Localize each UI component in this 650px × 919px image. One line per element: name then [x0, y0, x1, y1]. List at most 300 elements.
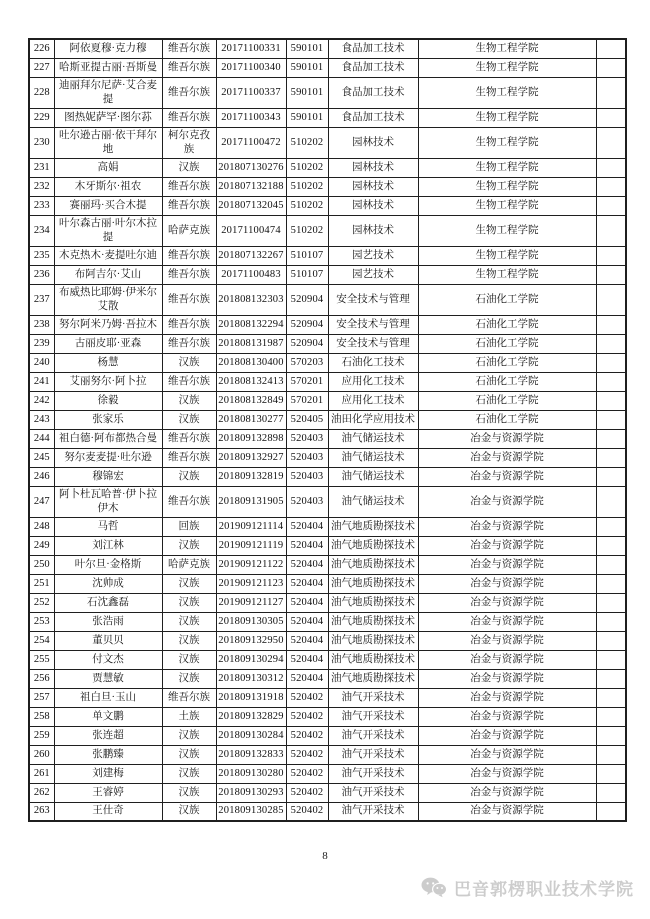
table-cell: 510202 — [286, 215, 328, 246]
table-cell: 布威热比耶姆·伊米尔艾散 — [54, 284, 162, 315]
table-cell: 园林技术 — [328, 158, 418, 177]
table-cell — [596, 353, 626, 372]
table-cell — [596, 764, 626, 783]
table-row — [29, 726, 626, 745]
table-row — [29, 467, 626, 486]
table-cell: 油气储运技术 — [328, 429, 418, 448]
table-cell: 维吾尔族 — [162, 77, 216, 108]
table-cell — [596, 315, 626, 334]
table-cell: 维吾尔族 — [162, 108, 216, 127]
table-cell: 520404 — [286, 631, 328, 650]
table-row — [29, 177, 626, 196]
table-cell: 祖白旦·玉山 — [54, 688, 162, 707]
table-row — [29, 688, 626, 707]
table-cell: 王睿婷 — [54, 783, 162, 802]
table-cell: 阿卜杜瓦哈普·伊卜拉伊木 — [54, 486, 162, 517]
table-cell: 汉族 — [162, 158, 216, 177]
table-cell: 201808132849 — [216, 391, 286, 410]
table-cell — [596, 127, 626, 158]
table-row — [29, 334, 626, 353]
table-cell: 高娟 — [54, 158, 162, 177]
table-cell — [596, 177, 626, 196]
table-row — [29, 246, 626, 265]
table-cell — [596, 58, 626, 77]
table-cell: 570203 — [286, 353, 328, 372]
student-table-body — [29, 39, 626, 821]
table-cell: 520402 — [286, 764, 328, 783]
table-cell: 杨慧 — [54, 353, 162, 372]
table-row — [29, 196, 626, 215]
table-cell: 253 — [29, 612, 54, 631]
table-row — [29, 284, 626, 315]
table-cell: 201909121123 — [216, 574, 286, 593]
table-cell: 刘建梅 — [54, 764, 162, 783]
table-cell: 20171100474 — [216, 215, 286, 246]
table-cell: 201808130400 — [216, 353, 286, 372]
table-row — [29, 429, 626, 448]
table-cell — [596, 574, 626, 593]
table-cell: 维吾尔族 — [162, 284, 216, 315]
table-cell: 243 — [29, 410, 54, 429]
table-cell: 维吾尔族 — [162, 372, 216, 391]
table-cell: 520404 — [286, 574, 328, 593]
table-cell: 园林技术 — [328, 177, 418, 196]
table-cell: 520404 — [286, 536, 328, 555]
table-cell: 201809132819 — [216, 467, 286, 486]
table-cell — [596, 802, 626, 821]
table-cell: 冶金与资源学院 — [418, 707, 596, 726]
table-cell: 510107 — [286, 246, 328, 265]
table-cell: 维吾尔族 — [162, 246, 216, 265]
table-cell: 汉族 — [162, 593, 216, 612]
table-cell: 238 — [29, 315, 54, 334]
table-cell: 201809132950 — [216, 631, 286, 650]
table-cell: 土族 — [162, 707, 216, 726]
table-row — [29, 39, 626, 58]
table-cell: 232 — [29, 177, 54, 196]
table-cell: 石油化工学院 — [418, 284, 596, 315]
table-row — [29, 353, 626, 372]
table-cell: 维吾尔族 — [162, 315, 216, 334]
table-cell: 汉族 — [162, 410, 216, 429]
watermark — [421, 875, 634, 900]
table-cell: 冶金与资源学院 — [418, 726, 596, 745]
table-row — [29, 448, 626, 467]
table-cell: 维吾尔族 — [162, 429, 216, 448]
table-cell: 油气开采技术 — [328, 802, 418, 821]
table-cell: 汉族 — [162, 802, 216, 821]
table-cell: 张家乐 — [54, 410, 162, 429]
table-cell: 20171100340 — [216, 58, 286, 77]
table-row — [29, 593, 626, 612]
table-cell: 520405 — [286, 410, 328, 429]
table-cell: 油气储运技术 — [328, 486, 418, 517]
table-cell — [596, 669, 626, 688]
table-cell: 冶金与资源学院 — [418, 467, 596, 486]
table-cell: 油田化学应用技术 — [328, 410, 418, 429]
table-cell: 哈萨克族 — [162, 215, 216, 246]
table-row — [29, 536, 626, 555]
table-cell: 维吾尔族 — [162, 58, 216, 77]
table-cell: 201909121114 — [216, 517, 286, 536]
table-cell: 20171100337 — [216, 77, 286, 108]
table-cell: 努尔麦麦提·吐尔逊 — [54, 448, 162, 467]
table-cell — [596, 448, 626, 467]
table-cell: 201809132927 — [216, 448, 286, 467]
table-row — [29, 410, 626, 429]
table-cell: 冶金与资源学院 — [418, 486, 596, 517]
table-cell: 590101 — [286, 58, 328, 77]
table-cell: 236 — [29, 265, 54, 284]
table-cell: 201809132829 — [216, 707, 286, 726]
table-cell: 201809130294 — [216, 650, 286, 669]
table-cell: 239 — [29, 334, 54, 353]
table-cell: 祖白德·阿布都热合曼 — [54, 429, 162, 448]
table-cell: 食品加工技术 — [328, 77, 418, 108]
table-cell: 冶金与资源学院 — [418, 631, 596, 650]
table-cell: 冶金与资源学院 — [418, 555, 596, 574]
table-cell: 201809130284 — [216, 726, 286, 745]
table-cell: 冶金与资源学院 — [418, 764, 596, 783]
table-row — [29, 612, 626, 631]
table-cell: 布阿吉尔·艾山 — [54, 265, 162, 284]
table-cell: 维吾尔族 — [162, 39, 216, 58]
table-cell — [596, 284, 626, 315]
table-cell: 石油化工学院 — [418, 334, 596, 353]
table-cell: 汉族 — [162, 726, 216, 745]
table-cell: 590101 — [286, 108, 328, 127]
table-cell — [596, 39, 626, 58]
table-cell: 201809132833 — [216, 745, 286, 764]
table-cell: 叶尔旦·金格斯 — [54, 555, 162, 574]
table-cell: 520904 — [286, 315, 328, 334]
table-cell — [596, 536, 626, 555]
table-cell — [596, 612, 626, 631]
table-cell: 应用化工技术 — [328, 372, 418, 391]
table-cell: 510202 — [286, 127, 328, 158]
table-cell: 254 — [29, 631, 54, 650]
table-cell: 食品加工技术 — [328, 58, 418, 77]
table-cell: 262 — [29, 783, 54, 802]
table-cell: 汉族 — [162, 764, 216, 783]
table-cell: 201809130312 — [216, 669, 286, 688]
table-cell: 201809130280 — [216, 764, 286, 783]
table-cell: 维吾尔族 — [162, 448, 216, 467]
table-cell: 231 — [29, 158, 54, 177]
table-row — [29, 486, 626, 517]
table-cell: 201809132898 — [216, 429, 286, 448]
table-cell — [596, 410, 626, 429]
table-cell: 汉族 — [162, 467, 216, 486]
table-cell: 园艺技术 — [328, 265, 418, 284]
watermark-text: 巴音郭楞职业技术学院 — [454, 880, 634, 899]
table-cell: 马哲 — [54, 517, 162, 536]
table-cell: 安全技术与管理 — [328, 284, 418, 315]
table-cell: 520402 — [286, 688, 328, 707]
wechat-icon — [421, 877, 447, 898]
table-cell: 520404 — [286, 612, 328, 631]
table-cell: 201909121122 — [216, 555, 286, 574]
table-cell: 201809131918 — [216, 688, 286, 707]
table-cell: 520402 — [286, 783, 328, 802]
table-cell: 维吾尔族 — [162, 688, 216, 707]
table-cell: 201808131987 — [216, 334, 286, 353]
table-cell — [596, 334, 626, 353]
table-cell: 回族 — [162, 517, 216, 536]
table-cell: 石油化工学院 — [418, 372, 596, 391]
table-cell: 油气地质勘探技术 — [328, 612, 418, 631]
table-cell: 520402 — [286, 802, 328, 821]
table-cell — [596, 372, 626, 391]
table-cell — [596, 631, 626, 650]
table-cell: 生物工程学院 — [418, 108, 596, 127]
table-cell: 汉族 — [162, 669, 216, 688]
table-cell: 汉族 — [162, 745, 216, 764]
table-row — [29, 372, 626, 391]
table-cell: 520403 — [286, 467, 328, 486]
table-cell: 努尔阿米乃姆·吾拉木 — [54, 315, 162, 334]
table-cell: 245 — [29, 448, 54, 467]
table-cell: 252 — [29, 593, 54, 612]
table-cell: 234 — [29, 215, 54, 246]
table-cell — [596, 158, 626, 177]
table-cell: 汉族 — [162, 783, 216, 802]
table-cell: 260 — [29, 745, 54, 764]
table-cell: 520404 — [286, 555, 328, 574]
table-cell: 201807130276 — [216, 158, 286, 177]
table-cell: 应用化工技术 — [328, 391, 418, 410]
table-cell: 石沈鑫磊 — [54, 593, 162, 612]
table-cell: 226 — [29, 39, 54, 58]
table-cell: 冶金与资源学院 — [418, 688, 596, 707]
table-cell: 油气开采技术 — [328, 783, 418, 802]
table-cell: 255 — [29, 650, 54, 669]
table-cell: 20171100472 — [216, 127, 286, 158]
table-cell: 520402 — [286, 726, 328, 745]
table-cell: 汉族 — [162, 536, 216, 555]
table-cell: 241 — [29, 372, 54, 391]
table-cell: 520403 — [286, 429, 328, 448]
table-row — [29, 574, 626, 593]
table-cell: 520904 — [286, 334, 328, 353]
table-cell: 201808132413 — [216, 372, 286, 391]
table-cell: 冶金与资源学院 — [418, 429, 596, 448]
table-cell — [596, 429, 626, 448]
table-cell: 520404 — [286, 650, 328, 669]
table-cell: 233 — [29, 196, 54, 215]
table-cell: 冶金与资源学院 — [418, 802, 596, 821]
table-cell: 石油化工学院 — [418, 410, 596, 429]
table-cell — [596, 783, 626, 802]
table-cell: 520403 — [286, 448, 328, 467]
table-cell — [596, 517, 626, 536]
table-cell: 单文鹏 — [54, 707, 162, 726]
table-cell: 董贝贝 — [54, 631, 162, 650]
table-cell: 生物工程学院 — [418, 215, 596, 246]
table-cell: 生物工程学院 — [418, 177, 596, 196]
table-cell: 冶金与资源学院 — [418, 612, 596, 631]
table-row — [29, 650, 626, 669]
table-cell: 油气储运技术 — [328, 467, 418, 486]
table-cell: 229 — [29, 108, 54, 127]
table-cell — [596, 467, 626, 486]
table-cell: 油气地质勘探技术 — [328, 593, 418, 612]
table-cell: 油气开采技术 — [328, 764, 418, 783]
table-cell: 生物工程学院 — [418, 77, 596, 108]
table-cell: 510202 — [286, 177, 328, 196]
table-cell: 510107 — [286, 265, 328, 284]
table-cell: 248 — [29, 517, 54, 536]
table-cell: 维吾尔族 — [162, 177, 216, 196]
table-cell: 冶金与资源学院 — [418, 574, 596, 593]
table-cell: 木克热木·麦提吐尔迪 — [54, 246, 162, 265]
table-row — [29, 391, 626, 410]
table-cell: 石油化工学院 — [418, 315, 596, 334]
table-cell: 穆锦宏 — [54, 467, 162, 486]
table-cell — [596, 246, 626, 265]
table-cell: 20171100343 — [216, 108, 286, 127]
table-cell: 520404 — [286, 517, 328, 536]
table-row — [29, 215, 626, 246]
table-cell: 230 — [29, 127, 54, 158]
table-cell: 520904 — [286, 284, 328, 315]
table-cell: 油气地质勘探技术 — [328, 669, 418, 688]
table-cell: 冶金与资源学院 — [418, 669, 596, 688]
table-cell: 赛丽玛·买合木提 — [54, 196, 162, 215]
table-cell: 510202 — [286, 196, 328, 215]
table-cell: 油气地质勘探技术 — [328, 574, 418, 593]
table-row — [29, 555, 626, 574]
table-cell: 安全技术与管理 — [328, 315, 418, 334]
table-row — [29, 127, 626, 158]
table-row — [29, 77, 626, 108]
table-cell: 201909121119 — [216, 536, 286, 555]
table-cell: 艾丽努尔·阿卜拉 — [54, 372, 162, 391]
table-cell: 油气地质勘探技术 — [328, 650, 418, 669]
table-cell: 贾慧敏 — [54, 669, 162, 688]
table-cell: 刘江林 — [54, 536, 162, 555]
table-cell: 249 — [29, 536, 54, 555]
table-cell: 20171100331 — [216, 39, 286, 58]
table-cell: 油气开采技术 — [328, 688, 418, 707]
table-cell: 阿依夏穆·克力穆 — [54, 39, 162, 58]
table-cell: 生物工程学院 — [418, 158, 596, 177]
table-cell: 520403 — [286, 486, 328, 517]
table-row — [29, 315, 626, 334]
table-row — [29, 265, 626, 284]
table-cell: 251 — [29, 574, 54, 593]
table-cell: 520404 — [286, 669, 328, 688]
table-cell: 201807132188 — [216, 177, 286, 196]
table-cell: 257 — [29, 688, 54, 707]
table-cell: 201809131905 — [216, 486, 286, 517]
table-cell: 维吾尔族 — [162, 265, 216, 284]
table-cell: 付文杰 — [54, 650, 162, 669]
table-cell: 生物工程学院 — [418, 39, 596, 58]
student-roster-table — [28, 38, 627, 822]
table-cell: 201809130305 — [216, 612, 286, 631]
table-cell: 冶金与资源学院 — [418, 650, 596, 669]
table-cell — [596, 391, 626, 410]
table-cell: 201808132303 — [216, 284, 286, 315]
table-row — [29, 517, 626, 536]
table-cell: 201808132294 — [216, 315, 286, 334]
table-row — [29, 669, 626, 688]
table-cell — [596, 196, 626, 215]
table-cell: 油气地质勘探技术 — [328, 517, 418, 536]
table-row — [29, 802, 626, 821]
table-cell: 201808130277 — [216, 410, 286, 429]
table-cell: 259 — [29, 726, 54, 745]
table-cell: 生物工程学院 — [418, 196, 596, 215]
table-cell: 570201 — [286, 372, 328, 391]
table-cell: 汉族 — [162, 391, 216, 410]
table-cell: 生物工程学院 — [418, 127, 596, 158]
table-cell — [596, 265, 626, 284]
table-cell: 201809130293 — [216, 783, 286, 802]
table-row — [29, 58, 626, 77]
table-row — [29, 108, 626, 127]
table-cell: 徐毅 — [54, 391, 162, 410]
table-cell: 安全技术与管理 — [328, 334, 418, 353]
table-cell: 汉族 — [162, 631, 216, 650]
table-cell: 王仕奇 — [54, 802, 162, 821]
table-cell: 258 — [29, 707, 54, 726]
table-row — [29, 783, 626, 802]
table-cell: 油气储运技术 — [328, 448, 418, 467]
table-cell: 维吾尔族 — [162, 334, 216, 353]
table-cell — [596, 486, 626, 517]
table-cell: 食品加工技术 — [328, 39, 418, 58]
table-cell: 园林技术 — [328, 127, 418, 158]
table-cell: 冶金与资源学院 — [418, 517, 596, 536]
table-cell: 哈斯亚提古丽·吾斯曼 — [54, 58, 162, 77]
table-cell: 汉族 — [162, 353, 216, 372]
table-cell: 590101 — [286, 77, 328, 108]
table-cell: 250 — [29, 555, 54, 574]
table-cell: 张连超 — [54, 726, 162, 745]
table-cell: 油气地质勘探技术 — [328, 555, 418, 574]
table-row — [29, 745, 626, 764]
table-cell: 油气地质勘探技术 — [328, 536, 418, 555]
table-cell — [596, 77, 626, 108]
table-cell: 240 — [29, 353, 54, 372]
table-cell: 园艺技术 — [328, 246, 418, 265]
table-cell: 图热妮萨罕·图尔荪 — [54, 108, 162, 127]
table-row — [29, 707, 626, 726]
table-row — [29, 158, 626, 177]
table-cell: 20171100483 — [216, 265, 286, 284]
table-cell: 生物工程学院 — [418, 265, 596, 284]
table-cell: 520402 — [286, 745, 328, 764]
table-cell: 生物工程学院 — [418, 58, 596, 77]
table-cell: 吐尔逊古丽·依干拜尔地 — [54, 127, 162, 158]
table-cell — [596, 726, 626, 745]
table-cell: 迪丽拜尔尼萨·艾合麦提 — [54, 77, 162, 108]
table-cell: 园林技术 — [328, 215, 418, 246]
table-cell: 242 — [29, 391, 54, 410]
page-number: 8 — [322, 850, 328, 862]
table-cell: 油气开采技术 — [328, 707, 418, 726]
table-cell: 汉族 — [162, 574, 216, 593]
table-cell — [596, 593, 626, 612]
table-cell: 570201 — [286, 391, 328, 410]
table-cell: 生物工程学院 — [418, 246, 596, 265]
table-cell: 256 — [29, 669, 54, 688]
table-cell: 263 — [29, 802, 54, 821]
table-cell: 张浩雨 — [54, 612, 162, 631]
table-cell: 237 — [29, 284, 54, 315]
